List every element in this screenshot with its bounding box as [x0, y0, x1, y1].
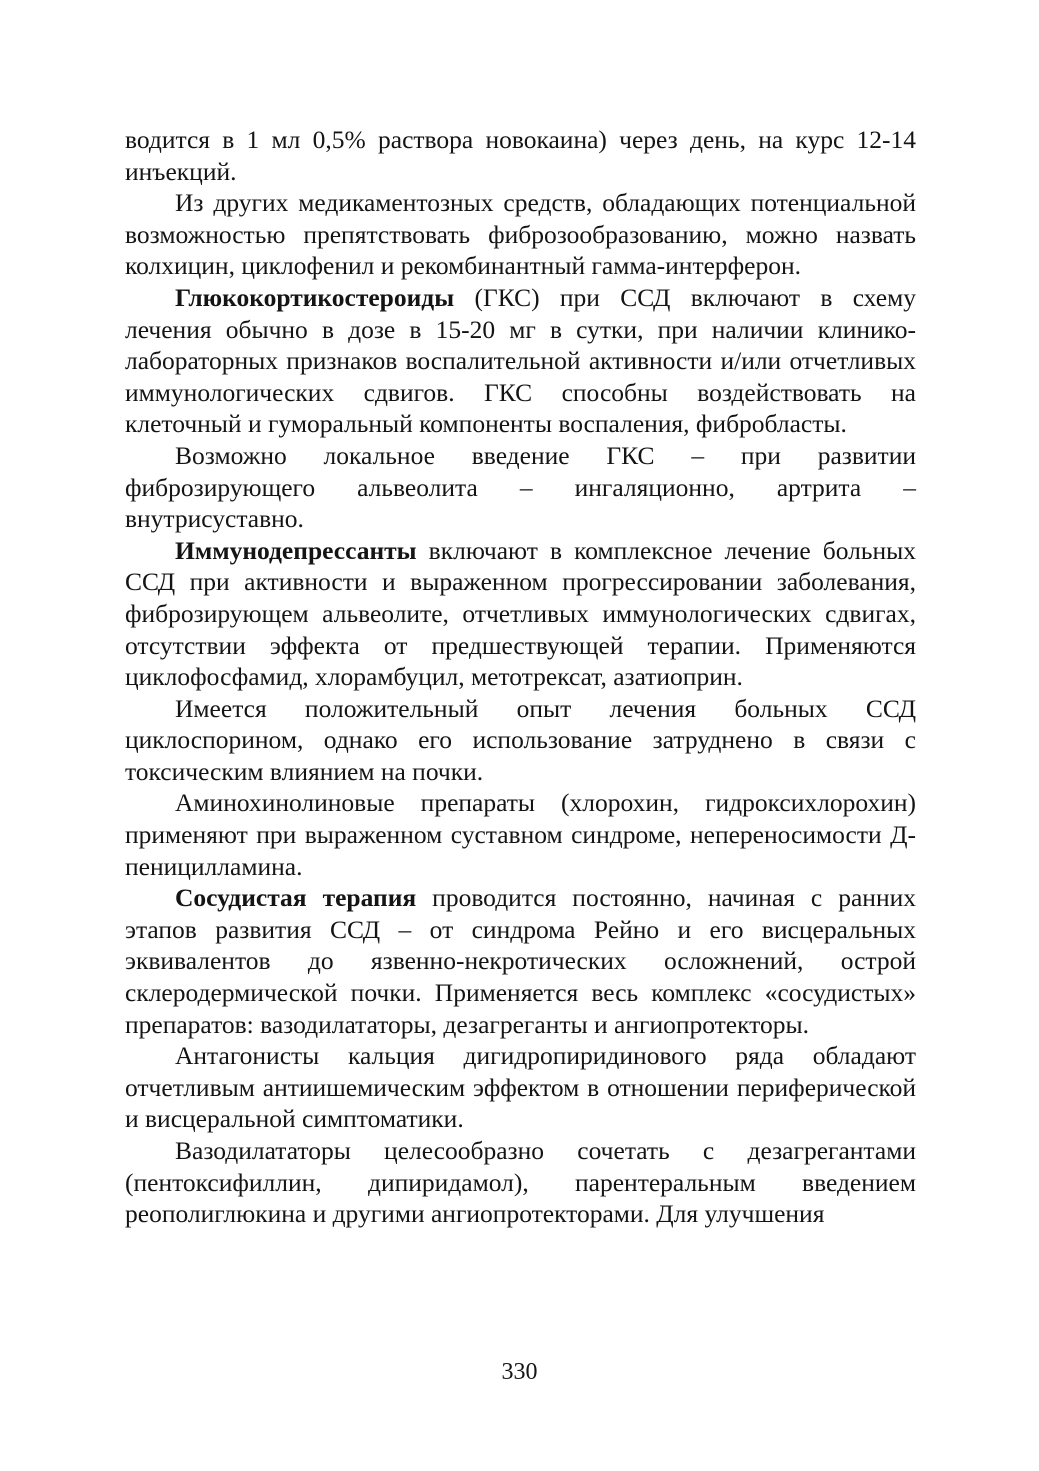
paragraph-9-text: Антагонисты кальция дигидропиридинового ряда обладают отчетливым антиишемическим эффектом в отношении периферической и висцеральной симптоматики.: [125, 1041, 916, 1134]
paragraph-5: [125, 535, 916, 693]
paragraph-1-text: водится в 1 мл 0,5% раствора новокаина) через день, на курс 12-14 инъекций.: [125, 125, 916, 186]
paragraph-3-lead: Глюкокортикостероиды: [175, 282, 455, 312]
paragraph-1: [125, 124, 916, 187]
paragraph-10-text: Вазодилататоры целесообразно сочетать с дезагрегантами (пентоксифиллин, дипиридамол), парентеральным введением реополиглюкина и другими ангиопротекторами. Для улучшения: [125, 1136, 916, 1229]
paragraph-5-text: включают в комплексное лечение больных ССД при активности и выраженном прогрессировании заболевания, фиброзирующем альвеолите, отчетливых иммунологических сдвигах, отсутствии эффекта от предшествующей терапии. Применяются циклофосфамид, хлорамбуцил, метотрексат, азатиоприн.: [125, 535, 916, 692]
paragraph-4-text: Возможно локальное введение ГКС – при развитии фиброзирующего альвеолита – ингаляционно, артрита – внутрисуставно.: [125, 440, 916, 534]
page-number: 330: [501, 1359, 538, 1385]
paragraph-10: [125, 1135, 916, 1230]
paragraph-6: [125, 693, 916, 788]
paragraph-6-text: Имеется положительный опыт лечения больных ССД циклоспорином, однако его использование затруднено в связи с токсическим влиянием на почки.: [125, 693, 916, 786]
paragraph-2-text: Из других медикаментозных средств, обладающих потенциальной возможностью препятствовать фиброзообразованию, можно назвать колхицин, циклофенил и рекомбинантный гамма-интерферон.: [125, 188, 916, 281]
paragraph-2: [125, 187, 916, 282]
paragraph-3-text: (ГКС) при ССД включают в схему лечения обычно в дозе в 15-20 мг в сутки, при наличии клинико-лабораторных признаков воспалительной активности и/или отчетливых иммунологических сдвигов. ГКС способны воздействовать на клеточный и гуморальный компоненты воспаления, фибробласты.: [125, 282, 916, 439]
body-text: [125, 124, 916, 1230]
paragraph-8-lead: Сосудистая терапия: [175, 883, 417, 913]
paragraph-4: [125, 440, 916, 535]
paragraph-7-text: Аминохинолиновые препараты (хлорохин, гидроксихлорохин) применяют при выраженном суставном синдроме, непереносимости Д-пеницилламина.: [125, 788, 916, 881]
paragraph-5-lead: Иммунодепрессанты: [175, 535, 417, 565]
paragraph-7: [125, 787, 916, 882]
paragraph-9: [125, 1040, 916, 1135]
paragraph-8: [125, 882, 916, 1040]
paragraph-3: [125, 282, 916, 440]
paragraph-8-text: проводится постоянно, начиная с ранних этапов развития ССД – от синдрома Рейно и его висцеральных эквивалентов до язвенно-некротических осложнений, острой склеродермической почки. Применяется весь комплекс «сосудистых» препаратов: вазодилататоры, дезагреганты и ангиопротекторы.: [125, 883, 916, 1039]
